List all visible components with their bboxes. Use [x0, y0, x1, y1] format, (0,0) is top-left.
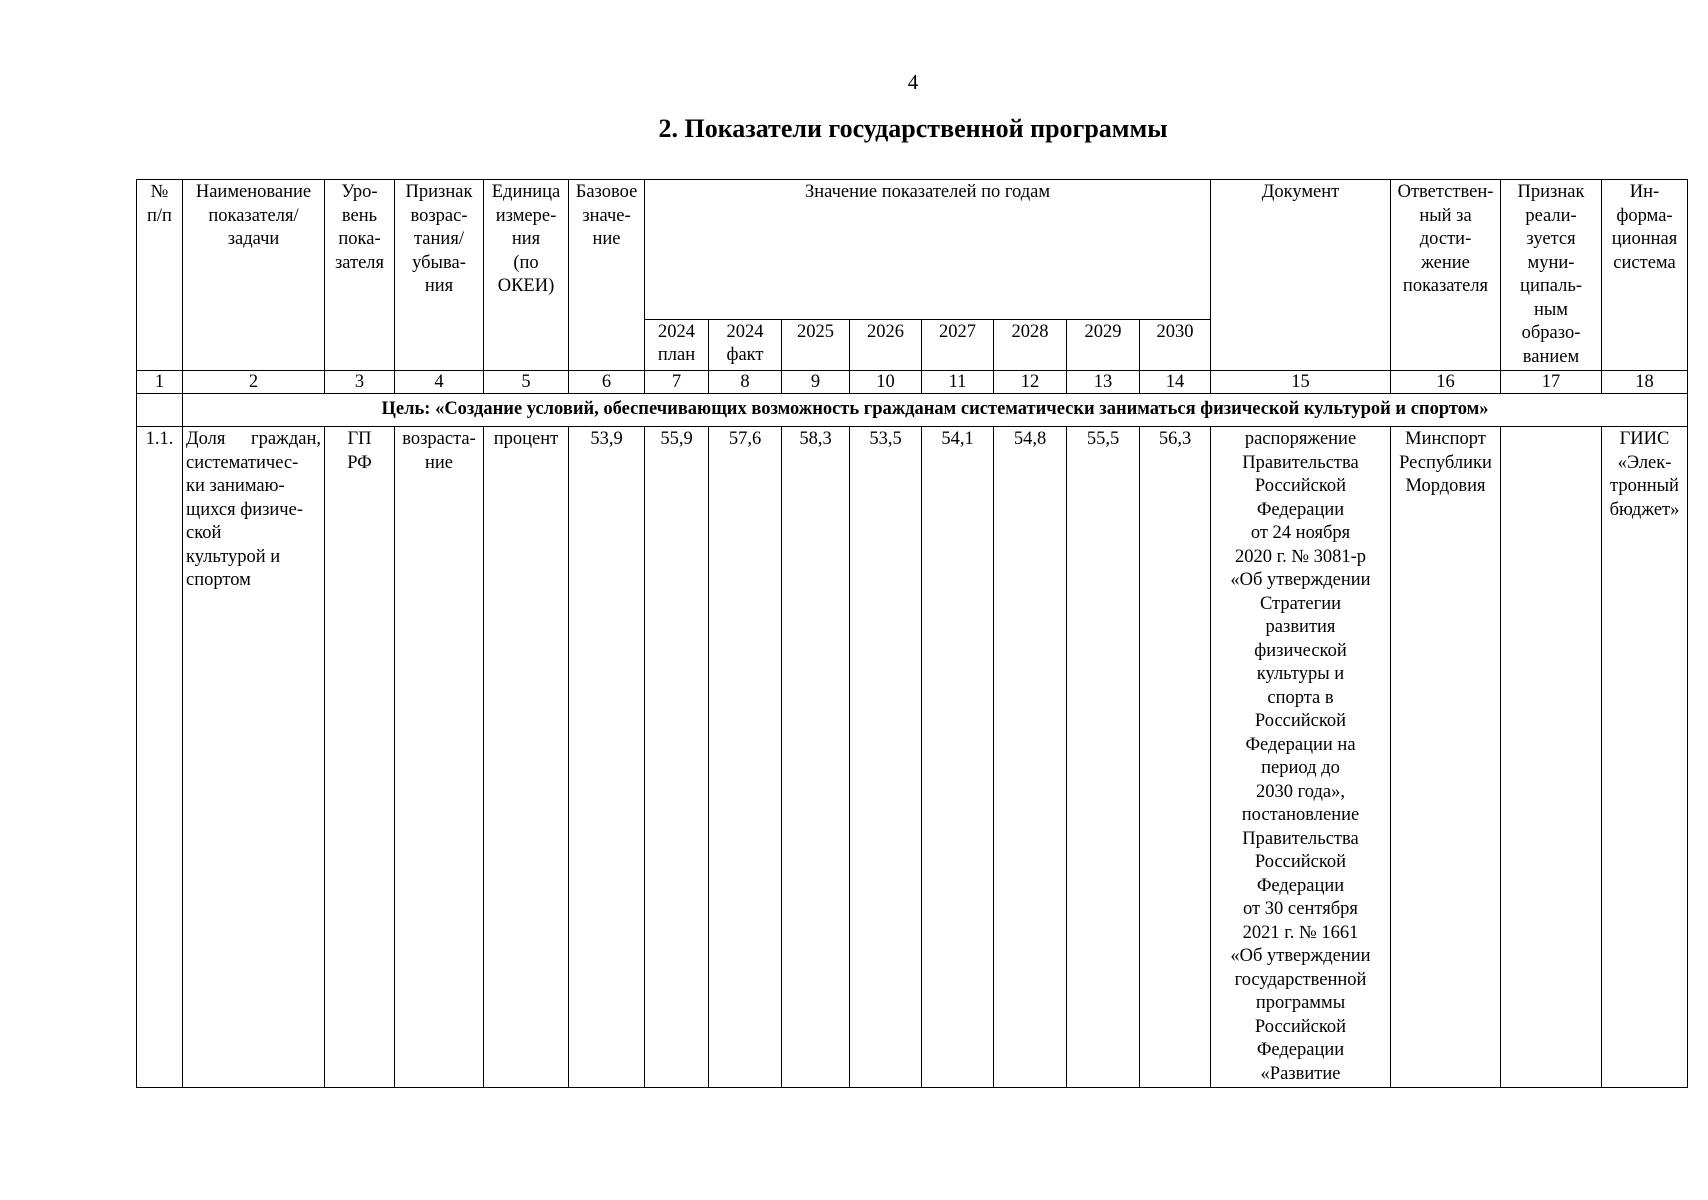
column-number: 7	[645, 371, 709, 394]
column-number: 13	[1067, 371, 1140, 394]
header-info-system: Ин- форма- ционная система	[1602, 180, 1688, 371]
indicators-table	[136, 179, 1688, 1088]
goal-row	[137, 394, 1688, 427]
header-base: Базовое значе- ние	[569, 180, 645, 371]
row-value: 58,3	[782, 427, 850, 1088]
column-number: 15	[1211, 371, 1391, 394]
row-num: 1.1.	[137, 427, 183, 1088]
column-number: 18	[1602, 371, 1688, 394]
header-name: Наименование показателя/ задачи	[183, 180, 325, 371]
column-number: 9	[782, 371, 850, 394]
column-number: 16	[1391, 371, 1501, 394]
row-value: 54,8	[994, 427, 1067, 1088]
row-sign: возраста- ние	[395, 427, 484, 1088]
header-municipal: Признак реали- зуется муни- ципаль- ным образо- ванием	[1501, 180, 1602, 371]
row-value: 53,5	[850, 427, 922, 1088]
column-number: 4	[395, 371, 484, 394]
header-year: 2024 план	[645, 319, 709, 370]
row-info-system: ГИИС «Элек- тронный бюджет»	[1602, 427, 1688, 1088]
row-value: 54,1	[922, 427, 994, 1088]
row-value: 55,9	[645, 427, 709, 1088]
row-unit: процент	[484, 427, 569, 1088]
row-value: 55,5	[1067, 427, 1140, 1088]
column-number: 3	[325, 371, 395, 394]
column-number: 2	[183, 371, 325, 394]
row-value: 56,3	[1140, 427, 1211, 1088]
row-responsible: Минспорт Республики Мордовия	[1391, 427, 1501, 1088]
column-number: 11	[922, 371, 994, 394]
header-unit: Единица измере- ния (по ОКЕИ)	[484, 180, 569, 371]
row-municipal	[1501, 427, 1602, 1088]
table-row	[137, 427, 1688, 1088]
header-year: 2024 факт	[709, 319, 782, 370]
column-number: 5	[484, 371, 569, 394]
goal-empty-cell	[137, 394, 183, 427]
row-value: 57,6	[709, 427, 782, 1088]
row-document: распоряжение Правительства Российской Федерации от 24 ноября 2020 г. № 3081-р «Об утверждении Стратегии развития физической культуры и спорта в Российской Федерации на период до 2030 года», постановление Правительства Российской Федерации от 30 сентября 2021 г. № 1661 «Об утверждении государственной программы Российской Федерации «Развитие	[1211, 427, 1391, 1088]
header-years-group: Значение показателей по годам	[645, 180, 1211, 320]
header-row	[137, 180, 1688, 320]
header-year: 2027	[922, 319, 994, 370]
header-num: № п/п	[137, 180, 183, 371]
column-number: 14	[1140, 371, 1211, 394]
row-name: Доля граждан, систематичес- ки занимаю- щихся физиче- ской культурой и спортом	[183, 427, 325, 1088]
column-number: 6	[569, 371, 645, 394]
header-document: Документ	[1211, 180, 1391, 371]
indicators-table-wrapper	[136, 179, 1688, 1088]
header-year: 2030	[1140, 319, 1211, 370]
goal-text: Цель: «Создание условий, обеспечивающих возможность гражданам систематически заниматься физической культурой и спортом»	[183, 394, 1688, 427]
column-number: 12	[994, 371, 1067, 394]
header-year: 2029	[1067, 319, 1140, 370]
header-responsible: Ответствен- ный за дости- жение показателя	[1391, 180, 1501, 371]
header-year: 2028	[994, 319, 1067, 370]
column-number: 10	[850, 371, 922, 394]
column-numbers-row	[137, 371, 1688, 394]
column-number: 8	[709, 371, 782, 394]
row-base: 53,9	[569, 427, 645, 1088]
header-level: Уро- вень пока- зателя	[325, 180, 395, 371]
header-sign: Признак возрас- тания/ убыва- ния	[395, 180, 484, 371]
header-year: 2025	[782, 319, 850, 370]
header-year: 2026	[850, 319, 922, 370]
column-number: 17	[1501, 371, 1602, 394]
row-level: ГП РФ	[325, 427, 395, 1088]
page-number: 4	[907, 70, 919, 94]
page-title: 2. Показатели государственной программы	[658, 114, 1168, 143]
column-number: 1	[137, 371, 183, 394]
